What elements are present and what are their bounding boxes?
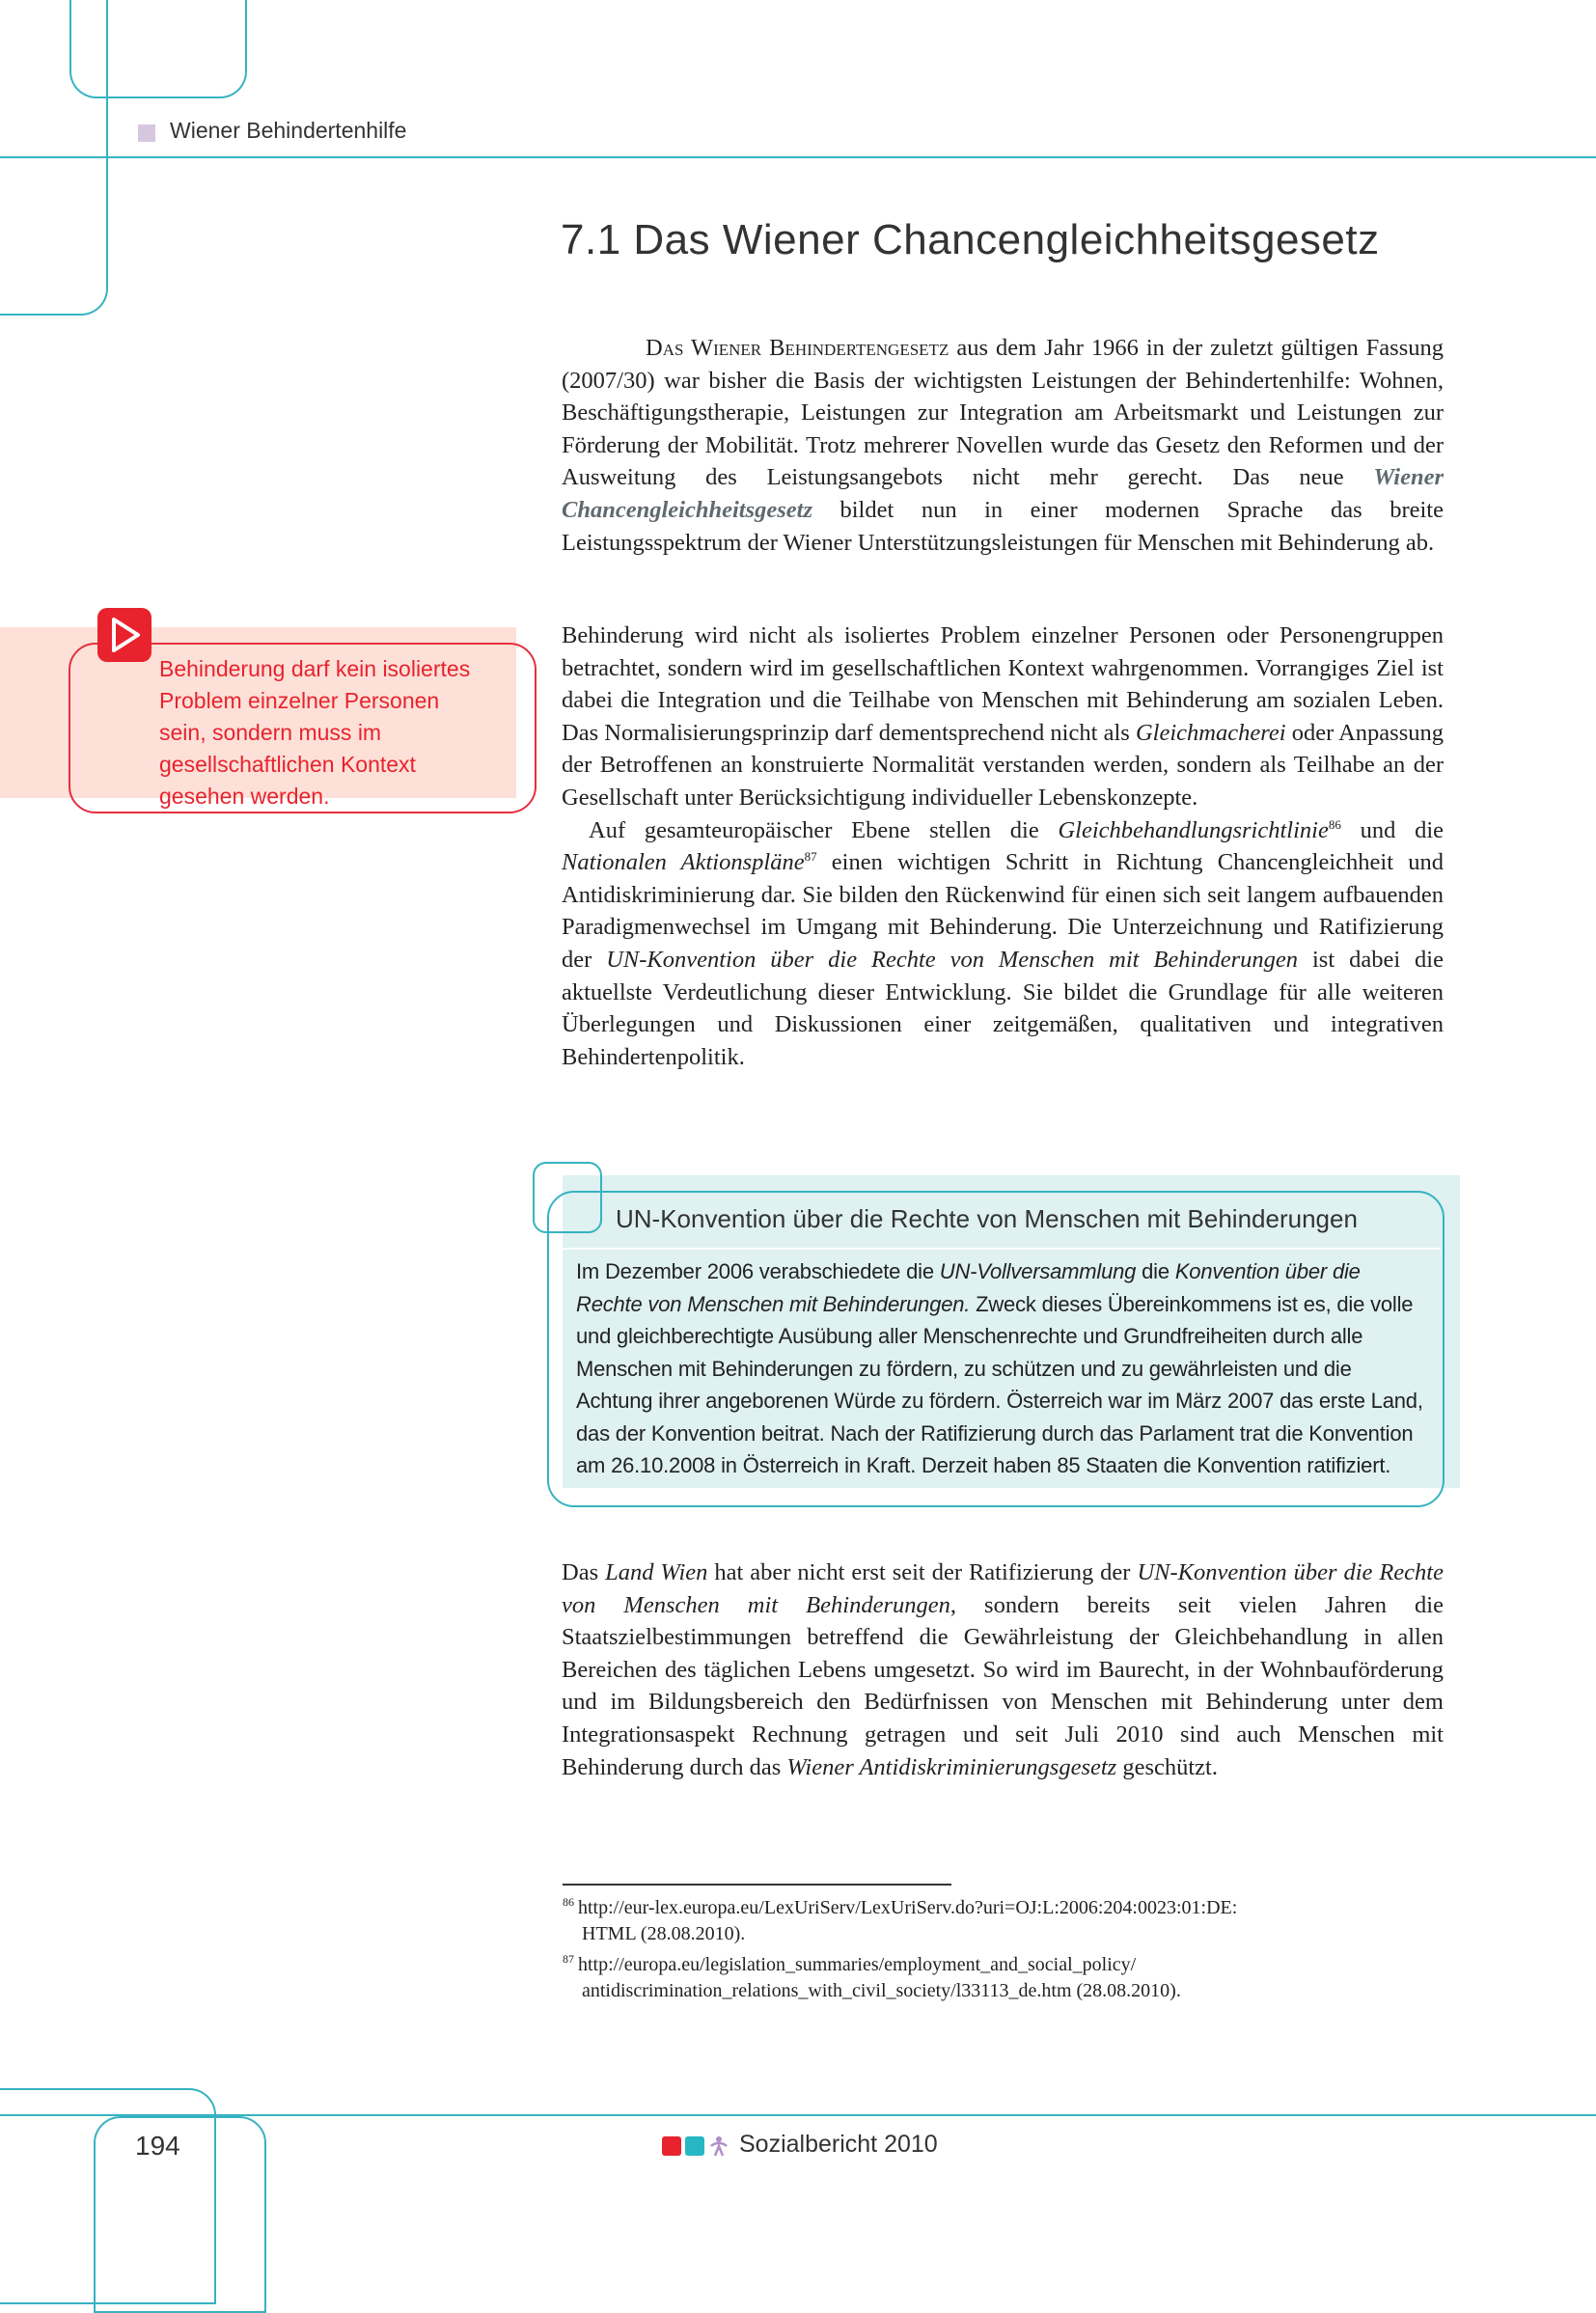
header-rule [0,156,1596,158]
info-box-title: UN-Konvention über die Rechte von Menschen mit Behinderungen [616,1204,1358,1233]
info-box-divider [563,1248,1441,1250]
footnote-86: $^{86}$ http://eur-lex.europa.eu/LexUriServ/LexUriServ.do?uri=OJ:L:2006:204:0023:01:DE: HTML (28.08.2010). [563,1895,1238,1944]
body-paragraphs [562,620,1444,1073]
paragraph-europe: Auf gesamteuropäischer Ebene stellen die Gleichbehandlungsrichtlinie$^{86}$ und die Nationalen Aktionspläne$^{87}$ einen wichtigen Schritt in Richtung Chancengleichheit und Antidiskriminierung dar. Sie bilden den Rückenwind für einen sich seit langem aufbauenden Paradigmenwechsel im Umgang mit Behinderung. Die Unterzeichnung und Ratifizierung der UN-Konvention über die Rechte von Menschen mit Behinderungen ist dabei die aktuellste Verdeutlichung dieser Entwicklung. Sie bildet die Grundlage für alle weiteren Überlegungen und Diskussionen einer zeitgemäßen, qualitativen und integrativen Behindertenpolitik. [562,816,1444,1070]
logo-teal-square-icon [685,2136,704,2156]
footnote-ref-86[interactable]: 86 [1328,816,1341,832]
info-box-tab [533,1162,602,1233]
publication-title: Sozialbericht 2010 [739,2131,938,2158]
play-arrow-icon [97,608,151,662]
page-title: 7.1 Das Wiener Chancengleichheitsgesetz [561,216,1380,263]
logo-red-square-icon [662,2136,681,2156]
footnote-rule [563,1884,951,1886]
footnote-87: $^{87}$ http://europa.eu/legislation_summaries/employment_and_social_policy/ antidiscrimination_relations_with_civil_society/l33113_de.htm (28.08.2010). [563,1952,1181,2001]
logo-figure-icon [707,2134,730,2158]
law-emphasis: Wiener Chancengleichheitsgesetz [562,464,1444,523]
intro-paragraph: Das Wiener Behindertengesetz aus dem Jahr 1966 in der zuletzt gültigen Fassung (2007/30) war bisher die Basis der wichtigsten Leistungen der Behindertenhilfe: Wohnen, Beschäftigungstherapie, Leistungen zur Integration am Arbeitsmarkt und Leistungen zur Förderung der Mobilität. Trotz mehrerer Novellen wurde das Gesetz den Reformen und der Ausweitung des Leistungsangebots nicht mehr gerecht. Das neue Wiener Chancengleichheitsgesetz bildet nun in einer modernen Sprache das breite Leistungsspektrum der Wiener Unterstützungsleistungen für Menschen mit Behinderung ab. [562,335,1445,556]
footnote-link[interactable]: http://eur-lex.europa.eu/LexUriServ/LexUriServ.do?uri=OJ:L:2006:204:0023:01:DE: [578,1897,1238,1918]
paragraph-integration: Behinderung wird nicht als isoliertes Problem einzelner Personen oder Personengruppen betrachtet, sondern wird im gesellschaftlichen Kontext wahrgenommen. Vorrangiges Ziel ist dabei die Integration und die Teilhabe von Menschen mit Behinderung am sozialen Leben. Das Normalisierungsprinzip darf dementsprechend nicht als Gleichmacherei oder Anpassung der Betroffenen an konstruierte Normalität verstanden werden, sondern als Teilhabe an der Gesellschaft unter Berücksichtigung individueller Lebenskonzepte. [562,622,1444,811]
paragraph-vienna: Das Land Wien hat aber nicht erst seit der Ratifizierung der UN-Konvention über die Rechte von Menschen mit Behinderungen, sondern bereits seit vielen Jahren die Staatszielbestimmungen betreffend die Gewährleistung der Gleichbehandlung in allen Bereichen des täglichen Lebens umgesetzt. So wird im Baurecht, in der Wohnbauförderung und im Bildungsbereich den Bedürfnissen von Menschen mit Behinderung unter dem Integrationsaspekt Rechnung getragen und seit Juli 2010 sind auch Menschen mit Behinderung durch das Wiener Antidiskriminierungsgesetz geschützt. [562,1559,1444,1780]
info-box-text: Im Dezember 2006 verabschiedete die UN-Vollversammlung die Konvention über die Rechte von Menschen mit Behinderungen. Zweck dieses Übereinkommens ist es, die volle und gleichberechtigte Ausübung aller Menschenrechte und Grundfreiheiten durch alle Menschen mit Behinderungen zu fördern, zu schützen und zu gewährleisten und die Achtung ihrer angeborenen Würde zu fördern. Österreich war im März 2007 das erste Land, das der Konvention beitrat. Nach der Ratifizierung durch das Parlament trat die Konvention am 26.10.2008 in Österreich in Kraft. Derzeit haben 85 Staaten die Konvention ratifiziert. [576,1259,1423,1477]
law-name: Das Wiener Behindertengesetz [646,335,949,361]
section-name: Wiener Behindertenhilfe [170,118,407,143]
page-number: 194 [135,2131,180,2161]
footnote-ref-87[interactable]: 87 [804,849,817,864]
header-frame-tab [69,0,247,98]
margin-note-text: Behinderung darf kein isoliertes Problem einzelner Personen sein, sondern muss im gesellschaftlichen Kontext gesehen werden. [159,656,471,809]
section-marker-icon [138,124,155,142]
footnote-link[interactable]: http://europa.eu/legislation_summaries/employment_and_social_policy/ [578,1954,1137,1975]
